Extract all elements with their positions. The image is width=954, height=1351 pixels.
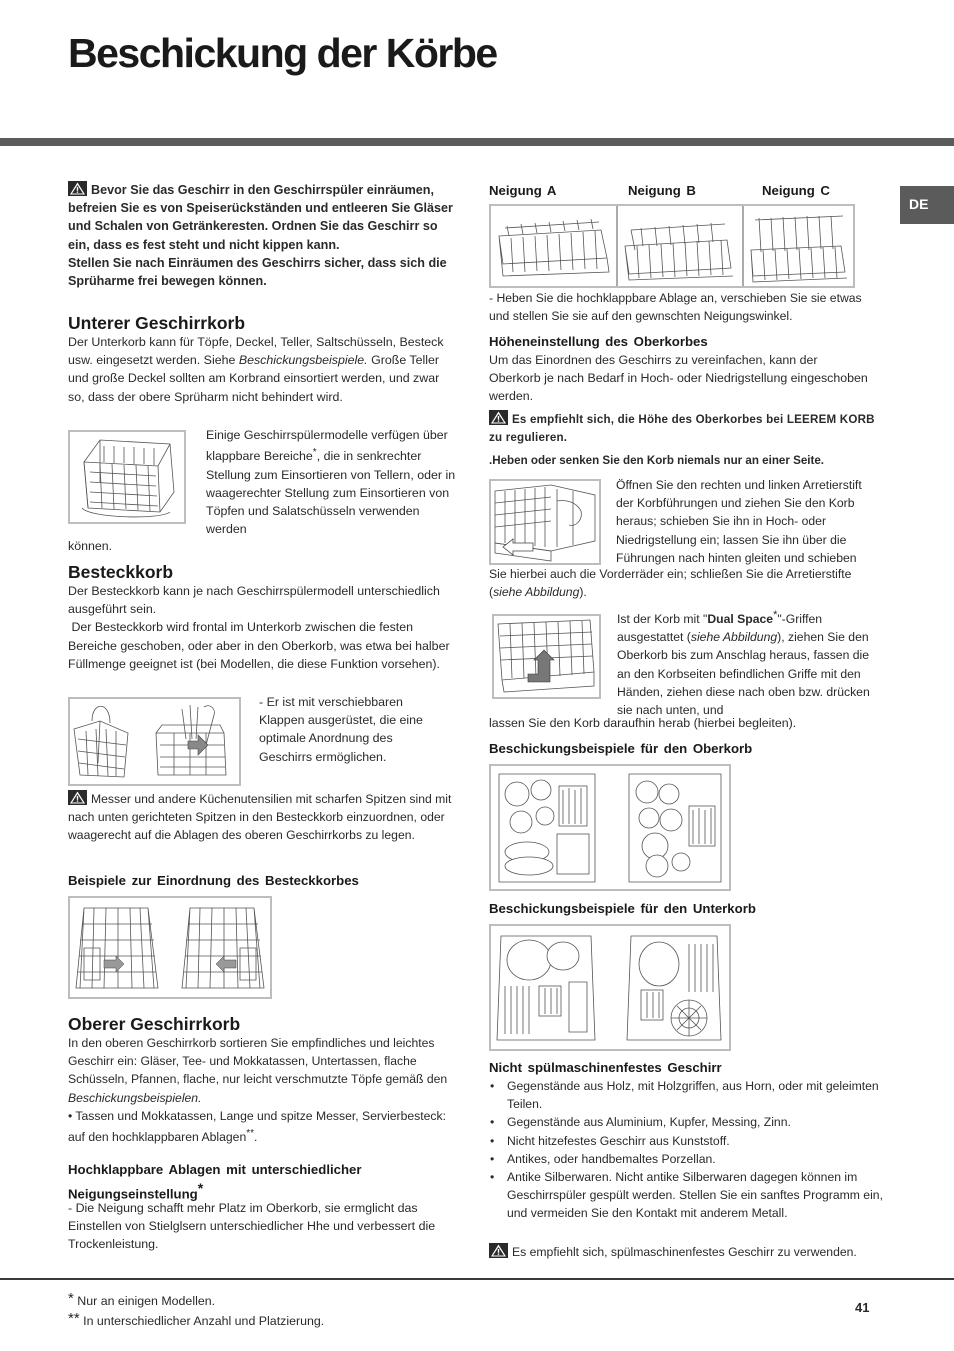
lower-basket-text: [68, 333, 456, 406]
cutlery-basket-figure: [68, 697, 241, 786]
upper-text-ref: Beschickungsbeispielen.: [68, 1090, 202, 1105]
header-rule: [0, 138, 954, 146]
cutlery-text: [68, 582, 456, 673]
fold-heading-text: Hochklappbare Ablagen mit unterschiedlicher Neigungseinstellung: [68, 1162, 362, 1202]
cutlery-side-text: - Er ist mit verschiebbaren Klappen ausgerüstet, die eine optimale Anordnung des Geschirrs ermöglichen.: [259, 695, 423, 764]
lower-side-b: , die in senkrechter Stellung zum Einsortieren von Tellern, oder in waagerechter Stellung zum Einsortieren von Töpfen und Salatschüsseln verwenden werden: [206, 449, 456, 537]
upper-basket-heading: Oberer Geschirrkorb: [68, 1014, 241, 1034]
intro-warning-block: [68, 181, 456, 290]
dual-space-drawing: [494, 616, 599, 697]
dual-ref: siehe Abbildung: [690, 630, 778, 645]
list-item: • Antikes, oder handbemaltes Porzellan.: [489, 1150, 883, 1168]
cutlery-examples-figure: [68, 896, 272, 999]
lower-side-text-end: können.: [68, 539, 113, 553]
cutlery-examples-drawing: [70, 898, 270, 997]
list-item: • Gegenstände aus Holz, mit Holzgriffen, aus Horn, oder mit geleimten Teilen.: [489, 1077, 883, 1113]
upper-examples-drawing: [491, 766, 729, 889]
height-text: Um das Einordnen des Geschirrs zu vereinfachen, kann der Oberkorb je nach Bedarf in Hoch- oder Niedrigstellung eingeschoben werden.: [489, 353, 868, 404]
dual-space-text: [617, 606, 881, 719]
upper-examples-figure: [489, 764, 731, 891]
footnote-star: **: [246, 1128, 255, 1140]
list-item: • Gegenstände aus Aluminium, Kupfer, Messing, Zinn.: [489, 1113, 883, 1131]
knife-warning-text: Messer und andere Küchenutensilien mit scharfen Spitzen sind mit nach unten gerichteten Spitzen in den Besteckkorb einzuordnen, oder waagerecht auf die Ablagen des oberen Geschirrkorbs zu legen.: [68, 792, 452, 843]
page-number: 41: [855, 1300, 870, 1315]
height-warning-text: Es empfiehlt sich, die Höhe des Oberkorbes bei LEEREM KORB zu regulieren.: [489, 413, 875, 445]
lower-basket-drawing: [70, 432, 184, 522]
unsafe-warning-text: Es empfiehlt sich, spülmaschinenfestes Geschirr zu verwenden.: [512, 1245, 857, 1259]
height-warning-2: .Heben oder senken Sie den Korb niemals nur an einer Seite.: [489, 454, 825, 467]
warning-icon: [489, 1243, 508, 1258]
footnote-mark-1: *: [68, 1290, 74, 1307]
unsafe-list: [489, 1077, 883, 1223]
height-cont-a: Sie hierbei auch die Vorderräder ein; schließen Sie die Arretierstifte (: [489, 567, 852, 600]
height-side-text: Öffnen Sie den rechten und linken Arretierstift der Korbführungen und ziehen Sie den Korb heraus; schieben Sie ihn in Hoch- oder Niedrigstellung ein; lassen Sie ihn über die Führungen nach hinten gleiten und schieben: [616, 478, 862, 565]
dual-c: ), ziehen Sie den Oberkorb bis zum Anschlag heraus, fassen die an den Korbseiten befindlichen Griffe mit den Händen, ziehen diese nach oben bzw. drücken sie nach unten, und: [617, 630, 870, 718]
dual-space-continued: lassen Sie den Korb daraufhin herab (hierbei begleiten).: [489, 716, 797, 730]
dual-a: Ist der Korb mit ": [617, 612, 708, 627]
footer-rule: [0, 1278, 954, 1280]
dual-name: Dual Space: [707, 612, 774, 627]
tilt-label-a: Neigung A: [489, 183, 557, 198]
unsafe-warning-block: [489, 1243, 883, 1261]
cutlery-examples-heading: Beispiele zur Einordnung des Besteckkorbes: [68, 873, 359, 888]
tilt-figure: [489, 204, 855, 288]
intro-warning-text-2: Stellen Sie nach Einräumen des Geschirrs sicher, dass sich die Sprüharme frei bewegen können.: [68, 255, 447, 289]
tilt-text: - Heben Sie die hochklappbare Ablage an, verschieben Sie sie etwas und stellen Sie sie auf den gewnschten Neigungswinkel.: [489, 291, 862, 324]
footnote-star: *: [312, 447, 317, 459]
height-cont-ref: siehe Abbildung: [493, 585, 580, 600]
lower-basket-figure: [68, 430, 186, 524]
language-tab: DE: [900, 186, 954, 224]
upper-examples-heading: Beschickungsbeispiele für den Oberkorb: [489, 741, 753, 756]
cutlery-basket-drawing: [70, 699, 239, 784]
dual-space-figure: [492, 614, 601, 699]
upper-bullet-a: • Tassen und Mokkatassen, Lange und spitze Messer, Servierbesteck: auf den hochklappbaren Ablagen: [68, 1108, 446, 1145]
upper-basket-text: [68, 1034, 458, 1146]
lower-examples-figure: [489, 924, 731, 1051]
fold-text: - Die Neigung schafft mehr Platz im Oberkorb, sie ermglicht das Einstellen von Stielglsern unterschiedlicher Hhe und verbessert die Trockenleistung.: [68, 1201, 436, 1252]
cutlery-text-2: Der Besteckkorb wird frontal im Unterkorb zwischen die festen Bereiche geschoben, oder aber in den Oberkorb, was etwa bei halber Füllmenge geeignet ist (bei Modellen, die diese Funktion vorsehen).: [68, 620, 454, 671]
tilt-label-c: Neigung C: [762, 183, 830, 198]
lower-side-text: [206, 426, 456, 538]
warning-icon: [68, 181, 87, 196]
footnote-text-2: In unterschiedlicher Anzahl und Platzierung.: [83, 1314, 325, 1329]
lower-examples-heading: Beschickungsbeispiele für den Unterkorb: [489, 901, 756, 916]
height-warning-block: [489, 410, 881, 447]
height-adjust-figure: [489, 479, 601, 565]
footnote-mark-2: **: [68, 1310, 80, 1328]
lower-basket-heading: Unterer Geschirrkorb: [68, 313, 246, 333]
footnotes: [68, 1290, 468, 1330]
height-adjust-drawing: [491, 481, 599, 563]
footnote-text-1: Nur an einigen Modellen.: [77, 1294, 216, 1308]
intro-warning-text: Bevor Sie das Geschirr in den Geschirrspüler einräumen, befreien Sie es von Speiserückständen und entleeren Sie Gläser und Schalen von Getränkeresten. Ordnen Sie das Geschirr so ein, dass es fest steht und nicht kippen kann.: [68, 183, 453, 252]
list-item: • Antike Silberwaren. Nicht antike Silberwaren dagegen können im Geschirrspüler gespült werden. Stellen Sie ein sanftes Programm ein, und vermeiden Sie den Kontakt mit anderem Metall.: [489, 1168, 883, 1223]
cutlery-heading: Besteckkorb: [68, 562, 174, 582]
warning-icon: [68, 790, 87, 805]
cutlery-text-1: Der Besteckkorb kann je nach Geschirrspülermodell unterschiedlich ausgeführt sein.: [68, 584, 440, 617]
page-title: Beschickung der Körbe: [68, 30, 497, 76]
footnote-star: *: [773, 609, 778, 621]
knife-warning-block: [68, 790, 456, 845]
warning-icon: [489, 410, 508, 425]
list-item: • Nicht hitzefestes Geschirr aus Kunststoff.: [489, 1132, 883, 1150]
dual-b: "-Griffen ausgestattet (: [617, 612, 823, 645]
tilt-drawing: [491, 206, 853, 286]
upper-text-a: In den oberen Geschirrkorb sortieren Sie empfindliches und leichtes Geschirr ein: Gläser, Tee- und Mokkatassen, Untertassen, flache Schüsseln, Pfannen, flache, nur leicht verschmutzte Töpfe gemäß den: [68, 1036, 448, 1087]
unsafe-heading: Nicht spülmaschinenfestes Geschirr: [489, 1060, 722, 1075]
height-continued-text: [489, 565, 881, 601]
footnote-star: *: [197, 1180, 204, 1196]
lower-side-a: Einige Geschirrspülermodelle verfügen über klappbare Bereiche: [206, 428, 448, 464]
lower-text-ref: Beschickungsbeispiele.: [238, 353, 368, 368]
height-cont-b: ).: [579, 585, 587, 600]
unsafe-list-block: [489, 1077, 883, 1223]
fold-heading: [68, 1161, 438, 1203]
upper-bullet-end: .: [254, 1130, 258, 1145]
lower-text-b: Große Teller und große Deckel sollten am Korbrand einsortiert werden, und zwar so, dass der obere Sprüharm nicht behindert wird.: [68, 353, 440, 404]
tilt-label-b: Neigung B: [628, 183, 696, 198]
lower-examples-drawing: [491, 926, 729, 1049]
lower-text-a: Der Unterkorb kann für Töpfe, Deckel, Teller, Saltschüsseln, Besteck usw. eingesetzt werden. Siehe: [68, 335, 444, 368]
height-heading: Höheneinstellung des Oberkorbes: [489, 334, 708, 349]
